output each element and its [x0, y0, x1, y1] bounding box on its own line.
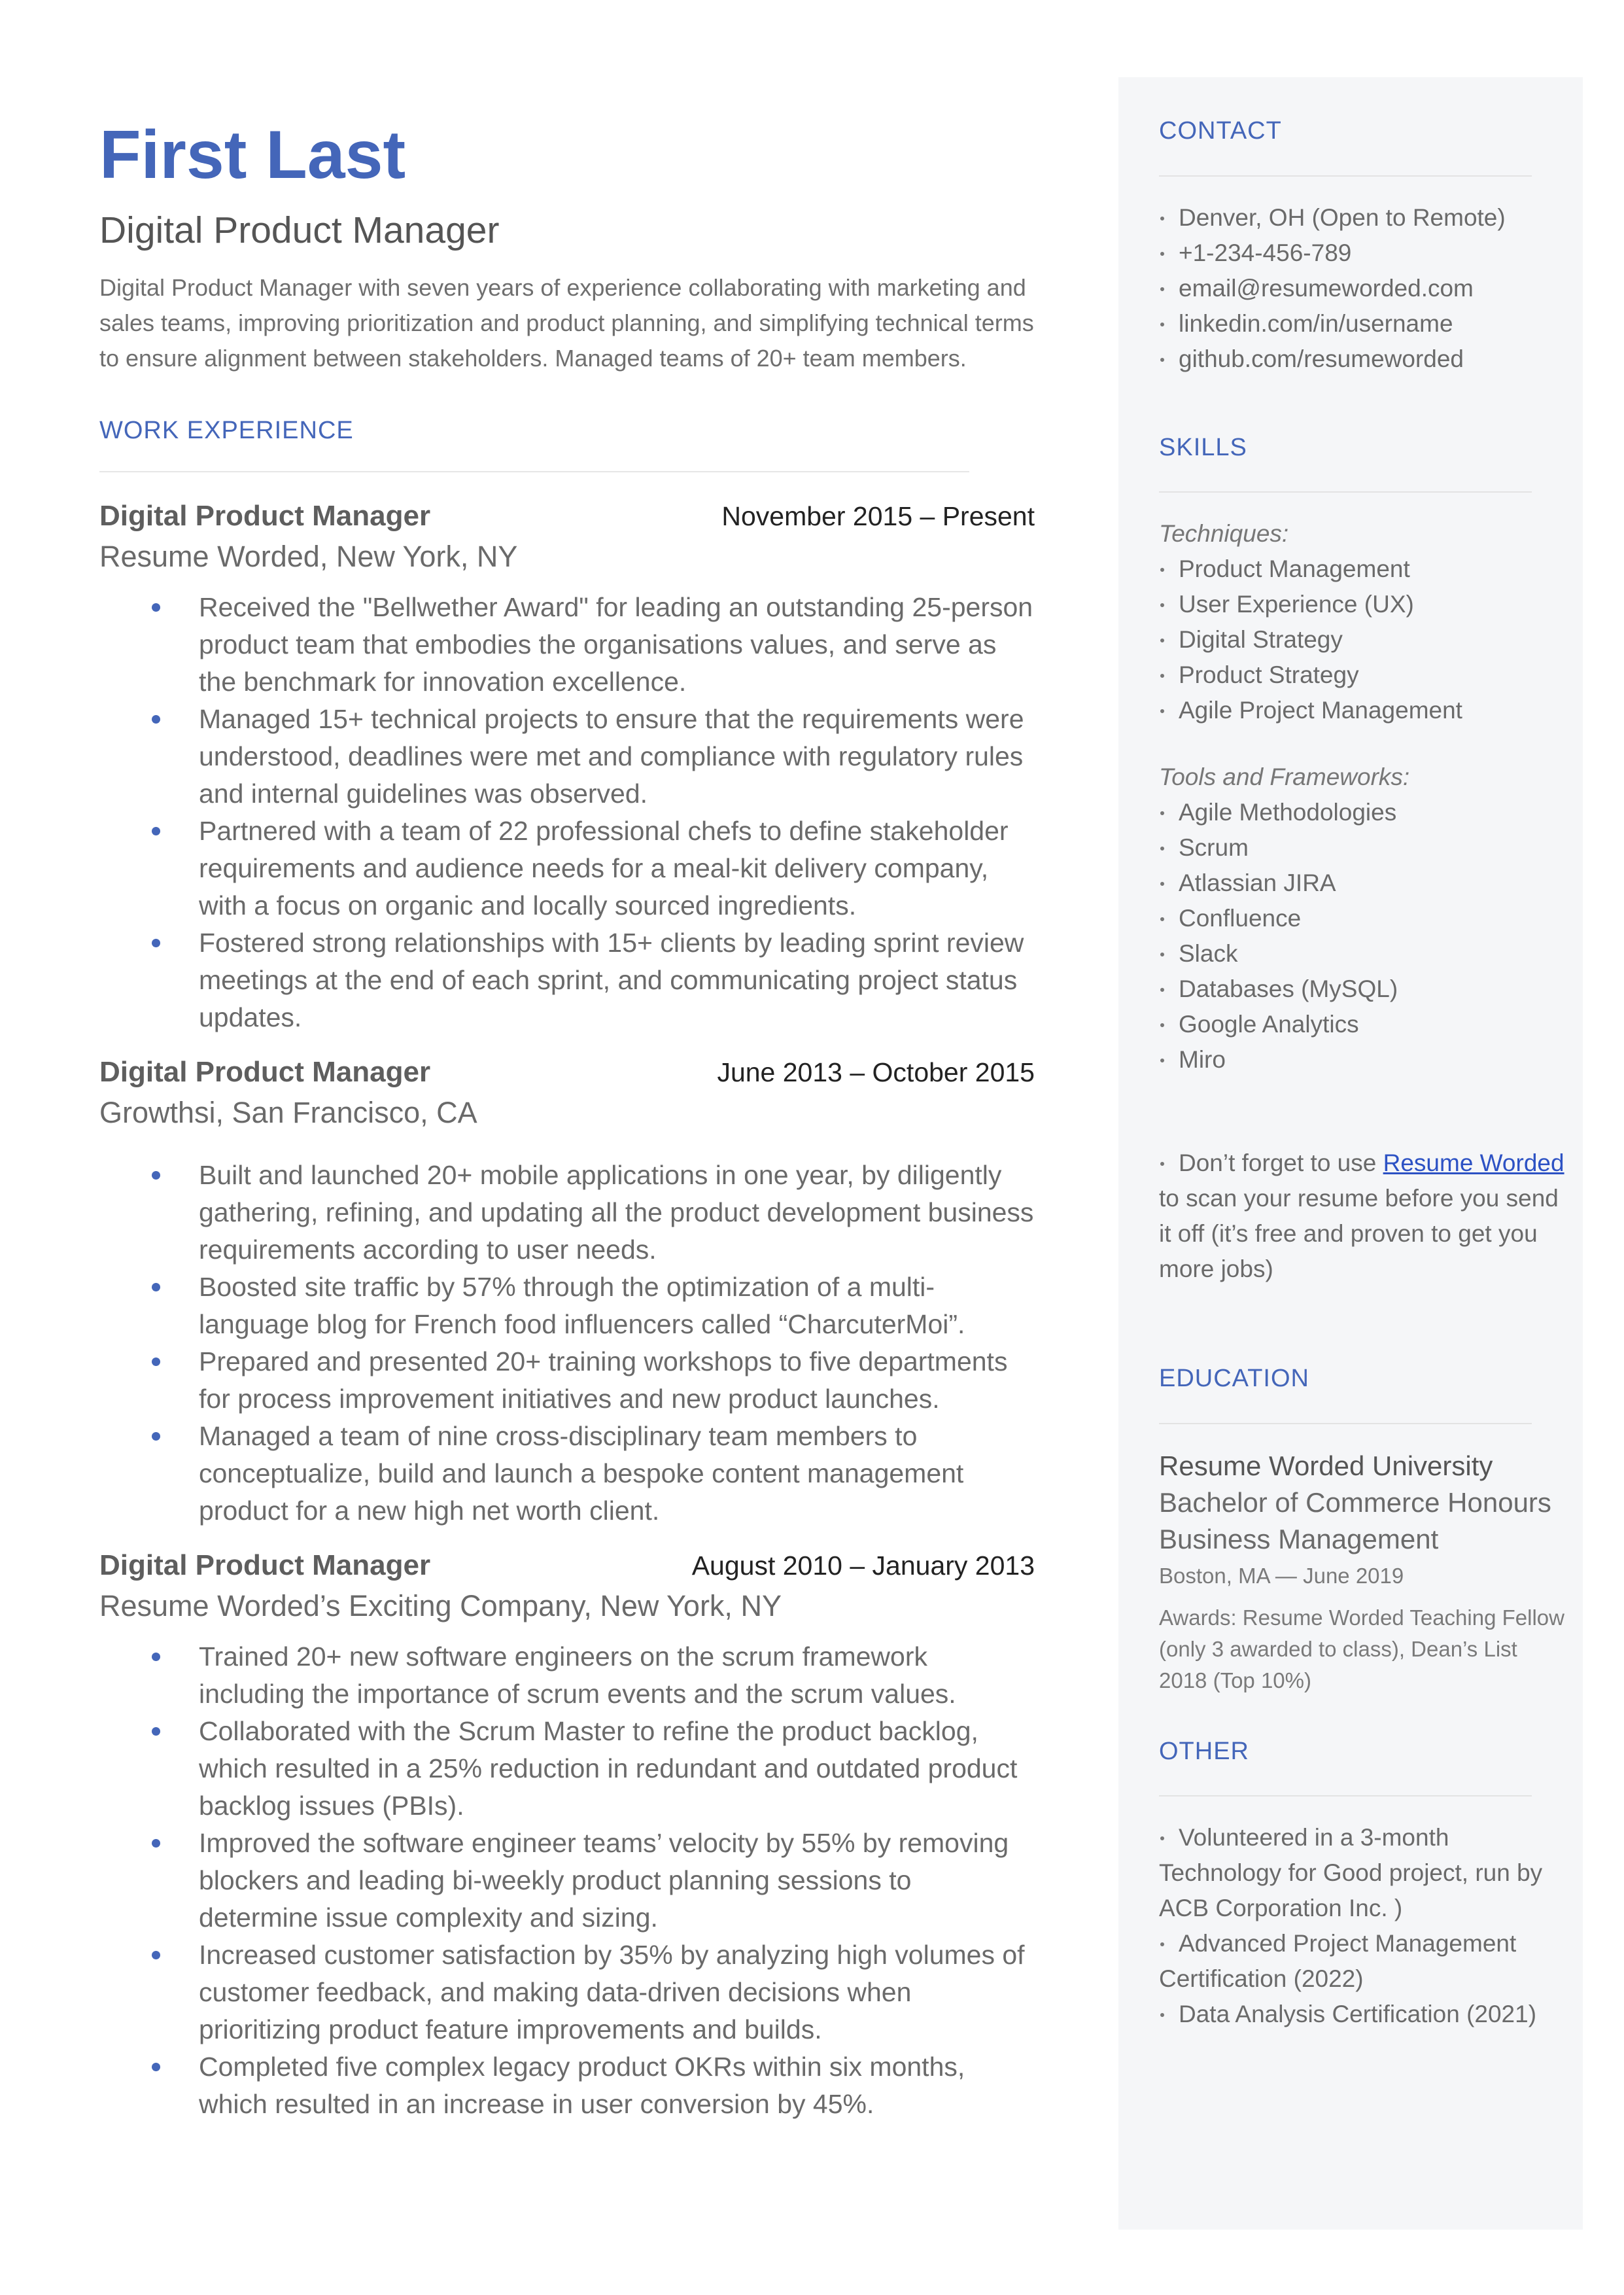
bullet-dot-icon: [152, 939, 160, 947]
skill-item: Databases (MySQL): [1159, 972, 1564, 1007]
bullet-dot-icon: [1160, 217, 1164, 220]
section-divider: [99, 471, 969, 472]
skill-item: Slack: [1159, 936, 1564, 972]
other-list: [1159, 1820, 1564, 2032]
section-divider: [1159, 175, 1532, 177]
job-role: Digital Product Manager: [99, 1549, 431, 1581]
other-item: Advanced Project Management Certification (2022): [1159, 1930, 1517, 1993]
bullet-dot-icon: [152, 715, 160, 724]
job-role: Digital Product Manager: [99, 499, 431, 532]
contact-heading: CONTACT: [1159, 117, 1282, 145]
bullet-dot-icon: [1160, 847, 1164, 850]
job-entry: [99, 1056, 1041, 1530]
skill-item: Digital Strategy: [1159, 622, 1564, 657]
bullet-dot-icon: [1160, 1836, 1164, 1840]
bullet-dot-icon: [1160, 358, 1164, 362]
bullet-dot-icon: [1160, 1023, 1164, 1027]
resume-worded-link[interactable]: Resume Worded: [1383, 1149, 1564, 1177]
bullet-dot-icon: [1160, 811, 1164, 815]
job-role: Digital Product Manager: [99, 1055, 431, 1088]
tools-list: [1159, 795, 1564, 1077]
bullet-dot-icon: [1160, 639, 1164, 642]
contact-linkedin[interactable]: linkedin.com/in/username: [1159, 306, 1564, 342]
bullet-dot-icon: [1160, 882, 1164, 886]
skill-item: Google Analytics: [1159, 1007, 1564, 1042]
bullet-item: Boosted site traffic by 57% through the optimization of a multi-language blog for French food influencers called “CharcuterMoi”.: [152, 1269, 1035, 1343]
skill-item: Scrum: [1159, 830, 1564, 866]
bullet-dot-icon: [1160, 674, 1164, 678]
main-column: [99, 118, 1041, 2123]
bullet-dot-icon: [152, 1653, 160, 1661]
bullet-dot-icon: [152, 2063, 160, 2071]
tools-label: Tools and Frameworks:: [1159, 763, 1410, 791]
job-bullets: [152, 589, 1035, 1036]
bullet-item: Fostered strong relationships with 15+ clients by leading sprint review meetings at the end of each sprint, and communicating project status updates.: [152, 924, 1035, 1036]
school-name: Resume Worded University: [1159, 1450, 1493, 1481]
job-bullets: [152, 1638, 1035, 2123]
resume-worded-note: Don’t forget to use Resume Worded to scan your resume before you send it off (it’s free and proven to get you more jobs): [1159, 1149, 1564, 1283]
techniques-label: Techniques:: [1159, 520, 1289, 548]
bullet-dot-icon: [1160, 1059, 1164, 1062]
job-company: Growthsi, San Francisco, CA: [99, 1095, 477, 1129]
bullet-item: Improved the software engineer teams’ velocity by 55% by removing blockers and leading bi-weekly product planning sessions to determine issue complexity and sizing.: [152, 1825, 1035, 1936]
techniques-list: [1159, 552, 1564, 728]
bullet-dot-icon: [152, 603, 160, 612]
other-item: Data Analysis Certification (2021): [1159, 1997, 1564, 2032]
bullet-dot-icon: [1160, 2013, 1164, 2017]
bullet-dot-icon: [1160, 953, 1164, 956]
bullet-item: Managed 15+ technical projects to ensure that the requirements were understood, deadlines were met and compliance with regulatory rules and internal guidelines was observed.: [152, 701, 1035, 813]
skill-item: Miro: [1159, 1042, 1564, 1077]
bullet-dot-icon: [1160, 603, 1164, 607]
education-heading: EDUCATION: [1159, 1365, 1309, 1393]
contact-location: Denver, OH (Open to Remote): [1159, 200, 1564, 236]
contact-github[interactable]: github.com/resumeworded: [1159, 342, 1564, 377]
bullet-dot-icon: [1160, 917, 1164, 921]
bullet-item: Increased customer satisfaction by 35% by analyzing high volumes of customer feedback, and making data-driven decisions when prioritizing product feature improvements and builds.: [152, 1936, 1035, 2048]
bullet-dot-icon: [152, 1839, 160, 1848]
bullet-dot-icon: [1160, 709, 1164, 713]
bullet-item: Collaborated with the Scrum Master to refine the product backlog, which resulted in a 25% reduction in redundant and outdated product backlog issues (PBIs).: [152, 1713, 1035, 1825]
job-dates: August 2010 – January 2013: [691, 1550, 1035, 1581]
job-dates: June 2013 – October 2015: [717, 1057, 1035, 1087]
skill-item: Agile Methodologies: [1159, 795, 1564, 830]
job-title-headline: Digital Product Manager: [99, 209, 500, 252]
bullet-item: Received the "Bellwether Award" for leading an outstanding 25-person product team that embodies the organisations values, and serve as the benchmark for innovation excellence.: [152, 589, 1035, 701]
job-company: Resume Worded, New York, NY: [99, 539, 518, 573]
job-dates: November 2015 – Present: [721, 500, 1035, 531]
sidebar: [1118, 77, 1583, 2230]
bullet-item: Trained 20+ new software engineers on the scrum framework including the importance of scrum events and the scrum values.: [152, 1638, 1035, 1713]
job-entry: [99, 500, 1041, 1036]
skill-item: Product Strategy: [1159, 657, 1564, 693]
bullet-dot-icon: [152, 1432, 160, 1441]
bullet-dot-icon: [152, 827, 160, 835]
bullet-dot-icon: [1160, 323, 1164, 326]
summary: Digital Product Manager with seven years of experience collaborating with marketing and sales teams, improving prioritization and product planning, and simplifying technical terms to ensure alignment between stakeholders. Managed teams of 20+ team members.: [99, 273, 1034, 372]
bullet-item: Prepared and presented 20+ training workshops to five departments for process improvement initiatives and new product launches.: [152, 1343, 1035, 1418]
bullet-dot-icon: [152, 1358, 160, 1366]
section-divider: [1159, 1423, 1532, 1424]
bullet-item: Managed a team of nine cross-disciplinary team members to conceptualize, build and launch a bespoke content management product for a new high net worth client.: [152, 1418, 1035, 1530]
bullet-dot-icon: [1160, 1162, 1164, 1166]
education-location-date: Boston, MA — June 2019: [1159, 1563, 1404, 1588]
skill-item: Confluence: [1159, 901, 1564, 936]
skill-item: User Experience (UX): [1159, 587, 1564, 622]
section-divider: [1159, 1795, 1532, 1796]
bullet-dot-icon: [152, 1951, 160, 1959]
bullet-dot-icon: [1160, 252, 1164, 256]
bullet-dot-icon: [1160, 1942, 1164, 1946]
bullet-dot-icon: [1160, 988, 1164, 992]
bullet-dot-icon: [152, 1727, 160, 1736]
other-item: Volunteered in a 3-month Technology for Good project, run by ACB Corporation Inc. ): [1159, 1824, 1543, 1922]
candidate-name: First Last: [99, 117, 406, 193]
skill-item: Atlassian JIRA: [1159, 866, 1564, 901]
bullet-item: Completed five complex legacy product OKRs within six months, which resulted in an increase in user conversion by 45%.: [152, 2048, 1035, 2123]
skills-heading: SKILLS: [1159, 433, 1247, 461]
contact-email[interactable]: email@resumeworded.com: [1159, 271, 1564, 306]
skill-item: Product Management: [1159, 552, 1564, 587]
contact-phone: +1-234-456-789: [1159, 236, 1564, 271]
skill-item: Agile Project Management: [1159, 693, 1564, 728]
job-bullets: [152, 1157, 1035, 1530]
bullet-item: Built and launched 20+ mobile applications in one year, by diligently gathering, refining, and updating all the product development business requirements according to user needs.: [152, 1157, 1035, 1269]
bullet-dot-icon: [152, 1171, 160, 1180]
contact-list: [1159, 200, 1564, 377]
bullet-dot-icon: [1160, 287, 1164, 291]
degree: Bachelor of Commerce Honours Business Management: [1159, 1486, 1551, 1554]
bullet-dot-icon: [1160, 568, 1164, 572]
job-entry: [99, 1549, 1041, 2123]
bullet-item: Partnered with a team of 22 professional chefs to define stakeholder requirements and audience needs for a meal-kit delivery company, with a focus on organic and locally sourced ingredients.: [152, 813, 1035, 924]
other-heading: OTHER: [1159, 1737, 1249, 1765]
job-company: Resume Worded’s Exciting Company, New York, NY: [99, 1588, 782, 1622]
work-experience-heading: WORK EXPERIENCE: [99, 416, 354, 444]
education-awards: Awards: Resume Worded Teaching Fellow (only 3 awarded to class), Dean’s List 2018 (Top 10%): [1159, 1605, 1564, 1692]
section-divider: [1159, 491, 1532, 493]
bullet-dot-icon: [152, 1283, 160, 1291]
